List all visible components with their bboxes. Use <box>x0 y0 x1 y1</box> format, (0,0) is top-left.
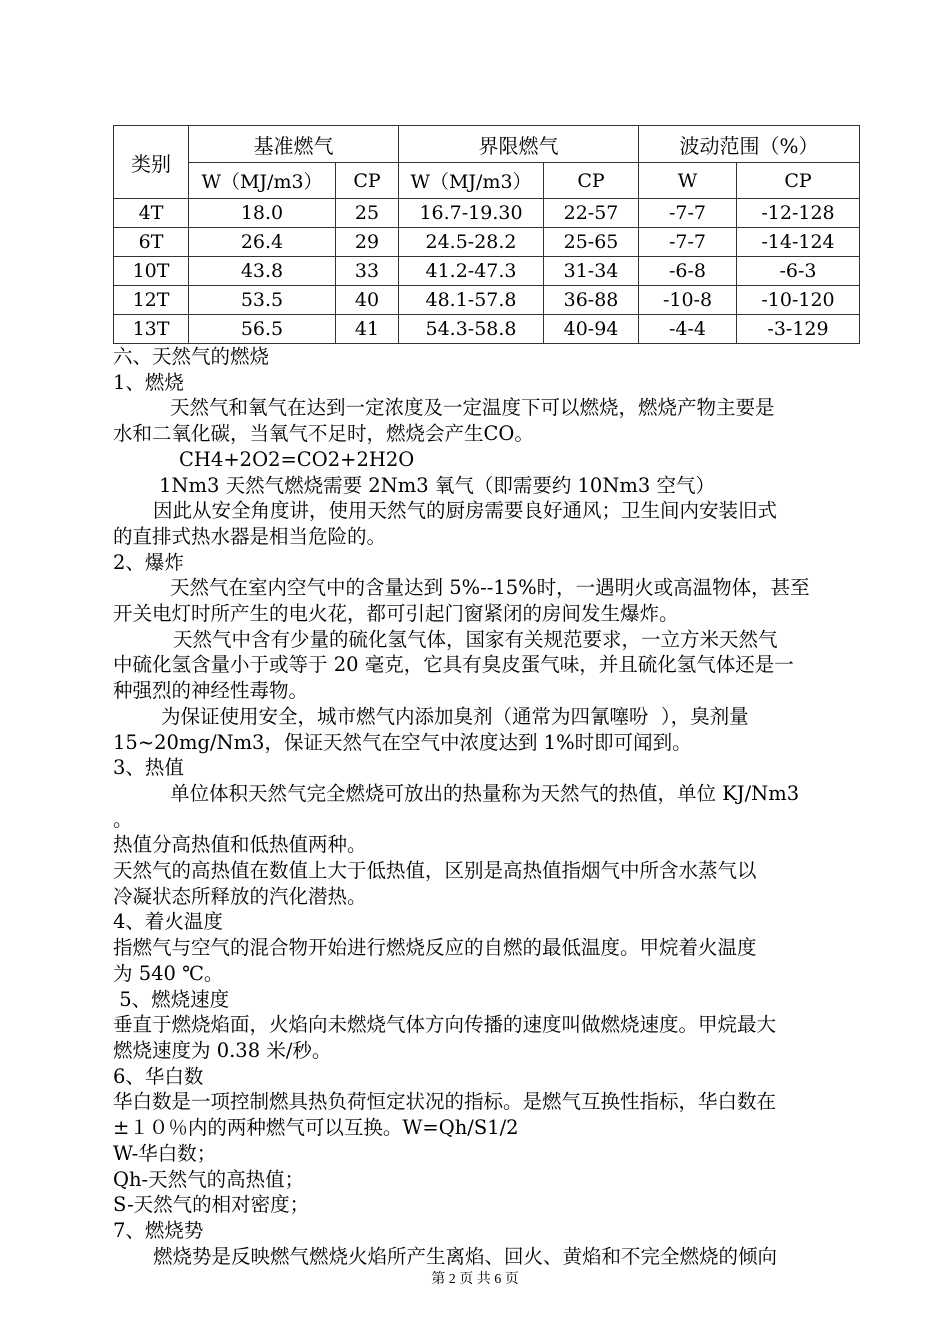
table-header-cell: 波动范围（%） <box>639 126 860 163</box>
table-cell: 22-57 <box>544 199 639 228</box>
paragraph-line: 15~20mg/Nm3，保证天然气在空气中浓度达到 1%时即可闻到。 <box>113 730 692 754</box>
table-subheader-row <box>114 163 860 199</box>
table-cell: -7-7 <box>639 228 737 257</box>
table-cell: -7-7 <box>639 199 737 228</box>
subsection-heading: 6、华白数 <box>113 1064 204 1088</box>
table-cell: 40-94 <box>544 315 639 344</box>
subsection-heading: 1、燃烧 <box>113 370 184 394</box>
table-cell: 36-88 <box>544 286 639 315</box>
table-cell: 41 <box>336 315 399 344</box>
paragraph-line: 天然气在室内空气中的含量达到 5%--15%时，一遇明火或高温物体，甚至 <box>170 576 810 600</box>
definition-line: W-华白数； <box>113 1141 217 1165</box>
table-subheader-cell: CP <box>544 163 639 199</box>
table-cell: -4-4 <box>639 315 737 344</box>
paragraph-line: 垂直于燃烧焰面，火焰向未燃烧气体方向传播的速度叫做燃烧速度。甲烷最大 <box>113 1013 777 1037</box>
table-cell: -3-129 <box>737 315 860 344</box>
table-cell: 25-65 <box>544 228 639 257</box>
chemical-equation: CH4+2O2=CO2+2H2O <box>179 447 415 471</box>
paragraph-line: 1Nm3 天然气燃烧需要 2Nm3 氧气（即需要约 10Nm3 空气） <box>159 473 715 497</box>
paragraph-line: 单位体积天然气完全燃烧可放出的热量称为天然气的热值，单位 KJ/Nm3 <box>170 781 800 805</box>
table-subheader-cell: CP <box>737 163 860 199</box>
table-cell: 48.1-57.8 <box>399 286 544 315</box>
table-cell: 6T <box>114 228 189 257</box>
paragraph-line: 冷凝状态所释放的汽化潜热。 <box>113 884 367 908</box>
table-cell: -12-128 <box>737 199 860 228</box>
table-header-cell: 类别 <box>114 126 189 199</box>
table-cell: 24.5-28.2 <box>399 228 544 257</box>
paragraph-line: 华白数是一项控制燃具热负荷恒定状况的指标。是燃气互换性指标，华白数在 <box>113 1090 777 1114</box>
subsection-heading: 7、燃烧势 <box>113 1218 204 1242</box>
table-cell: 53.5 <box>189 286 336 315</box>
table-cell: 29 <box>336 228 399 257</box>
table-header-cell: 基准燃气 <box>189 126 399 163</box>
table-cell: -10-120 <box>737 286 860 315</box>
section-heading: 六、天然气的燃烧 <box>113 345 270 368</box>
definition-line: Qh-天然气的高热值； <box>113 1167 305 1191</box>
table-subheader-cell: CP <box>336 163 399 199</box>
table-cell: 26.4 <box>189 228 336 257</box>
gas-category-table <box>113 125 860 344</box>
table-cell: 10T <box>114 257 189 286</box>
paragraph-line: 天然气中含有少量的硫化氢气体，国家有关规范要求，一立方米天然气 <box>173 627 778 651</box>
subsection-heading: 3、热值 <box>113 756 184 780</box>
table-row <box>114 228 860 257</box>
table-row <box>114 286 860 315</box>
table-cell: 56.5 <box>189 315 336 344</box>
paragraph-line: 开关电灯时所产生的电火花，都可引起门窗紧闭的房间发生爆炸。 <box>113 602 679 626</box>
paragraph-line: 种强烈的神经性毒物。 <box>113 679 309 703</box>
paragraph-line: 燃烧势是反映燃气燃烧火焰所产生离焰、回火、黄焰和不完全燃烧的倾向 <box>153 1244 778 1268</box>
table-cell: 25 <box>336 199 399 228</box>
table-cell: -6-8 <box>639 257 737 286</box>
table-cell: 18.0 <box>189 199 336 228</box>
table-subheader-cell: W（MJ/m3） <box>399 163 544 199</box>
table-row <box>114 199 860 228</box>
page-footer: 第 2 页 共 6 页 <box>431 1272 519 1287</box>
definition-line: S-天然气的相对密度； <box>113 1193 310 1217</box>
table-cell: 41.2-47.3 <box>399 257 544 286</box>
table-subheader-cell: W（MJ/m3） <box>189 163 336 199</box>
table-subheader-cell: W <box>639 163 737 199</box>
paragraph-line: 为 540 ℃。 <box>113 961 224 985</box>
table-row <box>114 257 860 286</box>
paragraph-line: 指燃气与空气的混合物开始进行燃烧反应的自燃的最低温度。甲烷着火温度 <box>113 936 757 960</box>
paragraph-line: 燃烧速度为 0.38 米/秒。 <box>113 1038 332 1062</box>
paragraph-line: 水和二氧化碳，当氧气不足时，燃烧会产生CO。 <box>113 422 534 446</box>
table-cell: 43.8 <box>189 257 336 286</box>
table-cell: 33 <box>336 257 399 286</box>
subsection-heading: 4、着火温度 <box>113 910 223 934</box>
subsection-heading: 2、爆炸 <box>113 550 184 574</box>
table-header-row <box>114 126 860 163</box>
table-cell: 16.7-19.30 <box>399 199 544 228</box>
paragraph-line: 热值分高热值和低热值两种。 <box>113 833 367 857</box>
table-cell: 13T <box>114 315 189 344</box>
paragraph-line: 的直排式热水器是相当危险的。 <box>113 524 387 548</box>
table-cell: 54.3-58.8 <box>399 315 544 344</box>
paragraph-line: 因此从安全角度讲，使用天然气的厨房需要良好通风；卫生间内安装旧式 <box>153 499 778 523</box>
table-header-cell: 界限燃气 <box>399 126 639 163</box>
document-body <box>113 344 861 1269</box>
table-cell: 40 <box>336 286 399 315</box>
paragraph-line: 天然气和氧气在达到一定浓度及一定温度下可以燃烧，燃烧产物主要是 <box>170 396 775 420</box>
table-row <box>114 315 860 344</box>
paragraph-line: 天然气的高热值在数值上大于低热值，区别是高热值指烟气中所含水蒸气以 <box>113 859 757 883</box>
table-cell: -14-124 <box>737 228 860 257</box>
paragraph-line: 中硫化氢含量小于或等于 20 毫克，它具有臭皮蛋气味，并且硫化氢气体还是一 <box>113 653 794 677</box>
table-cell: -10-8 <box>639 286 737 315</box>
table-cell: 12T <box>114 286 189 315</box>
paragraph-line: ±１０％内的两种燃气可以互换。W=Qh/S1/2 <box>113 1116 519 1140</box>
subsection-heading: 5、燃烧速度 <box>113 987 230 1011</box>
table-cell: 4T <box>114 199 189 228</box>
table-cell: -6-3 <box>737 257 860 286</box>
paragraph-line: 。 <box>113 807 133 831</box>
table-cell: 31-34 <box>544 257 639 286</box>
paragraph-line: 为保证使用安全，城市燃气内添加臭剂（通常为四氰噻吩 ），臭剂量 <box>161 704 749 728</box>
